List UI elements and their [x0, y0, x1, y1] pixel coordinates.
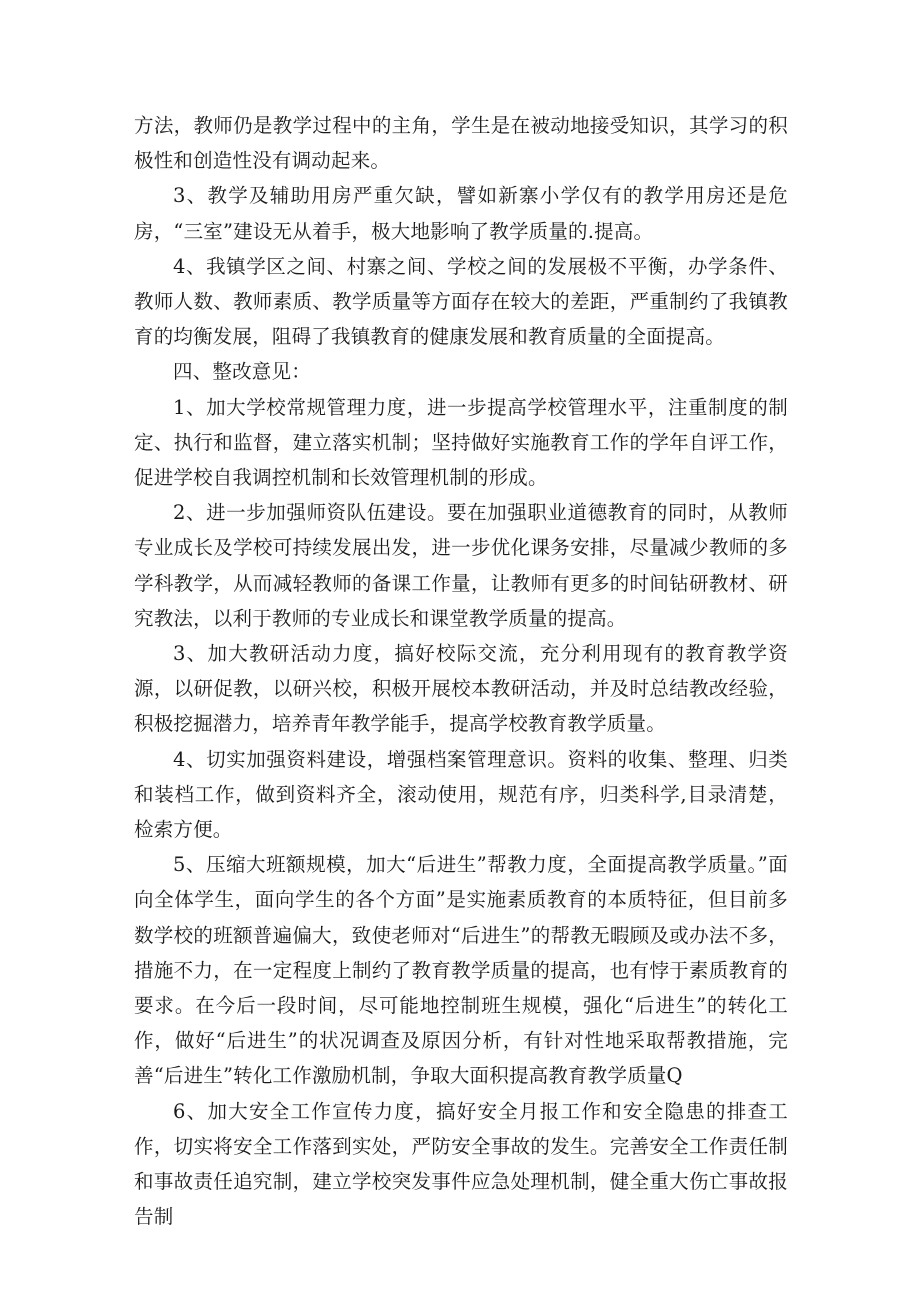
- paragraph-suggestion-4: 4、切实加强资料建设，增强档案管理意识。资料的收集、整理、归类和装档工作，做到资料齐全，滚动使用，规范有序，归类科学,目录清楚，检索方便。: [134, 747, 788, 842]
- paragraph-suggestion-2: 2、进一步加强师资队伍建设。要在加强职业道德教育的同时，从教师专业成长及学校可持续发展出发，进一步优化课务安排，尽量减少教师的多学科教学，从而减轻教师的备课工作量，让教师有更多的时间钻研教材、研究教法，以利于教师的专业成长和课堂教学质量的提高。: [134, 501, 788, 630]
- paragraph-issue-3: 3、教学及辅助用房严重欠缺，譬如新寨小学仅有的教学用房还是危房，“三室”建设无从着手，极大地影响了教学质量的.提高。: [134, 184, 788, 243]
- paragraph-continuation: 方法，教师仍是教学过程中的主角，学生是在被动地接受知识，其学习的积极性和创造性没有调动起来。: [134, 114, 788, 173]
- paragraph-issue-4: 4、我镇学区之间、村寨之间、学校之间的发展极不平衡，办学条件、教师人数、教师素质、教学质量等方面存在较大的差距，严重制约了我镇教育的均衡发展，阻碍了我镇教育的健康发展和教育质量的全面提高。: [134, 254, 788, 349]
- paragraph-suggestion-1: 1、加大学校常规管理力度，进一步提高学校管理水平，注重制度的制定、执行和监督，建立落实机制；坚持做好实施教育工作的学年自评工作，促进学校自我调控机制和长效管理机制的形成。: [134, 395, 788, 490]
- paragraph-suggestion-5: 5、压缩大班额规模，加大“后进生”帮教力度，全面提高教学质量。”面向全体学生，面向学生的各个方面”是实施素质教育的本质特征，但目前多数学校的班额普遍偏大，致使老师对“后进生”的帮教无暇顾及或办法不多，措施不力，在一定程度上制约了教育教学质量的提高，也有悖于素质教育的要求。在今后一段时间，尽可能地控制班生规模，强化“后进生”的转化工作，做好“后进生”的状况调查及原因分析，有针对性地采取帮教措施，完善“后进生”转化工作激励机制，争取大面积提高教育教学质量Q: [134, 853, 788, 1088]
- document-body: [134, 108, 788, 1235]
- paragraph-suggestion-6: 6、加大安全工作宣传力度，搞好安全月报工作和安全隐患的排查工作，切实将安全工作落到实处，严防安全事故的发生。完善安全工作责任制和事故责任追究制，建立学校突发事件应急处理机制，健全重大伤亡事故报告制: [134, 1099, 788, 1229]
- paragraph-suggestion-3: 3、加大教研活动力度，搞好校际交流，充分利用现有的教育教学资源，以研促教，以研兴校，积极开展校本教研活动，并及时总结教改经验，积极挖掘潜力，培养青年教学能手，提高学校教育教学质量。: [134, 642, 788, 736]
- section-heading-rectification: 四、整改意见：: [173, 360, 311, 384]
